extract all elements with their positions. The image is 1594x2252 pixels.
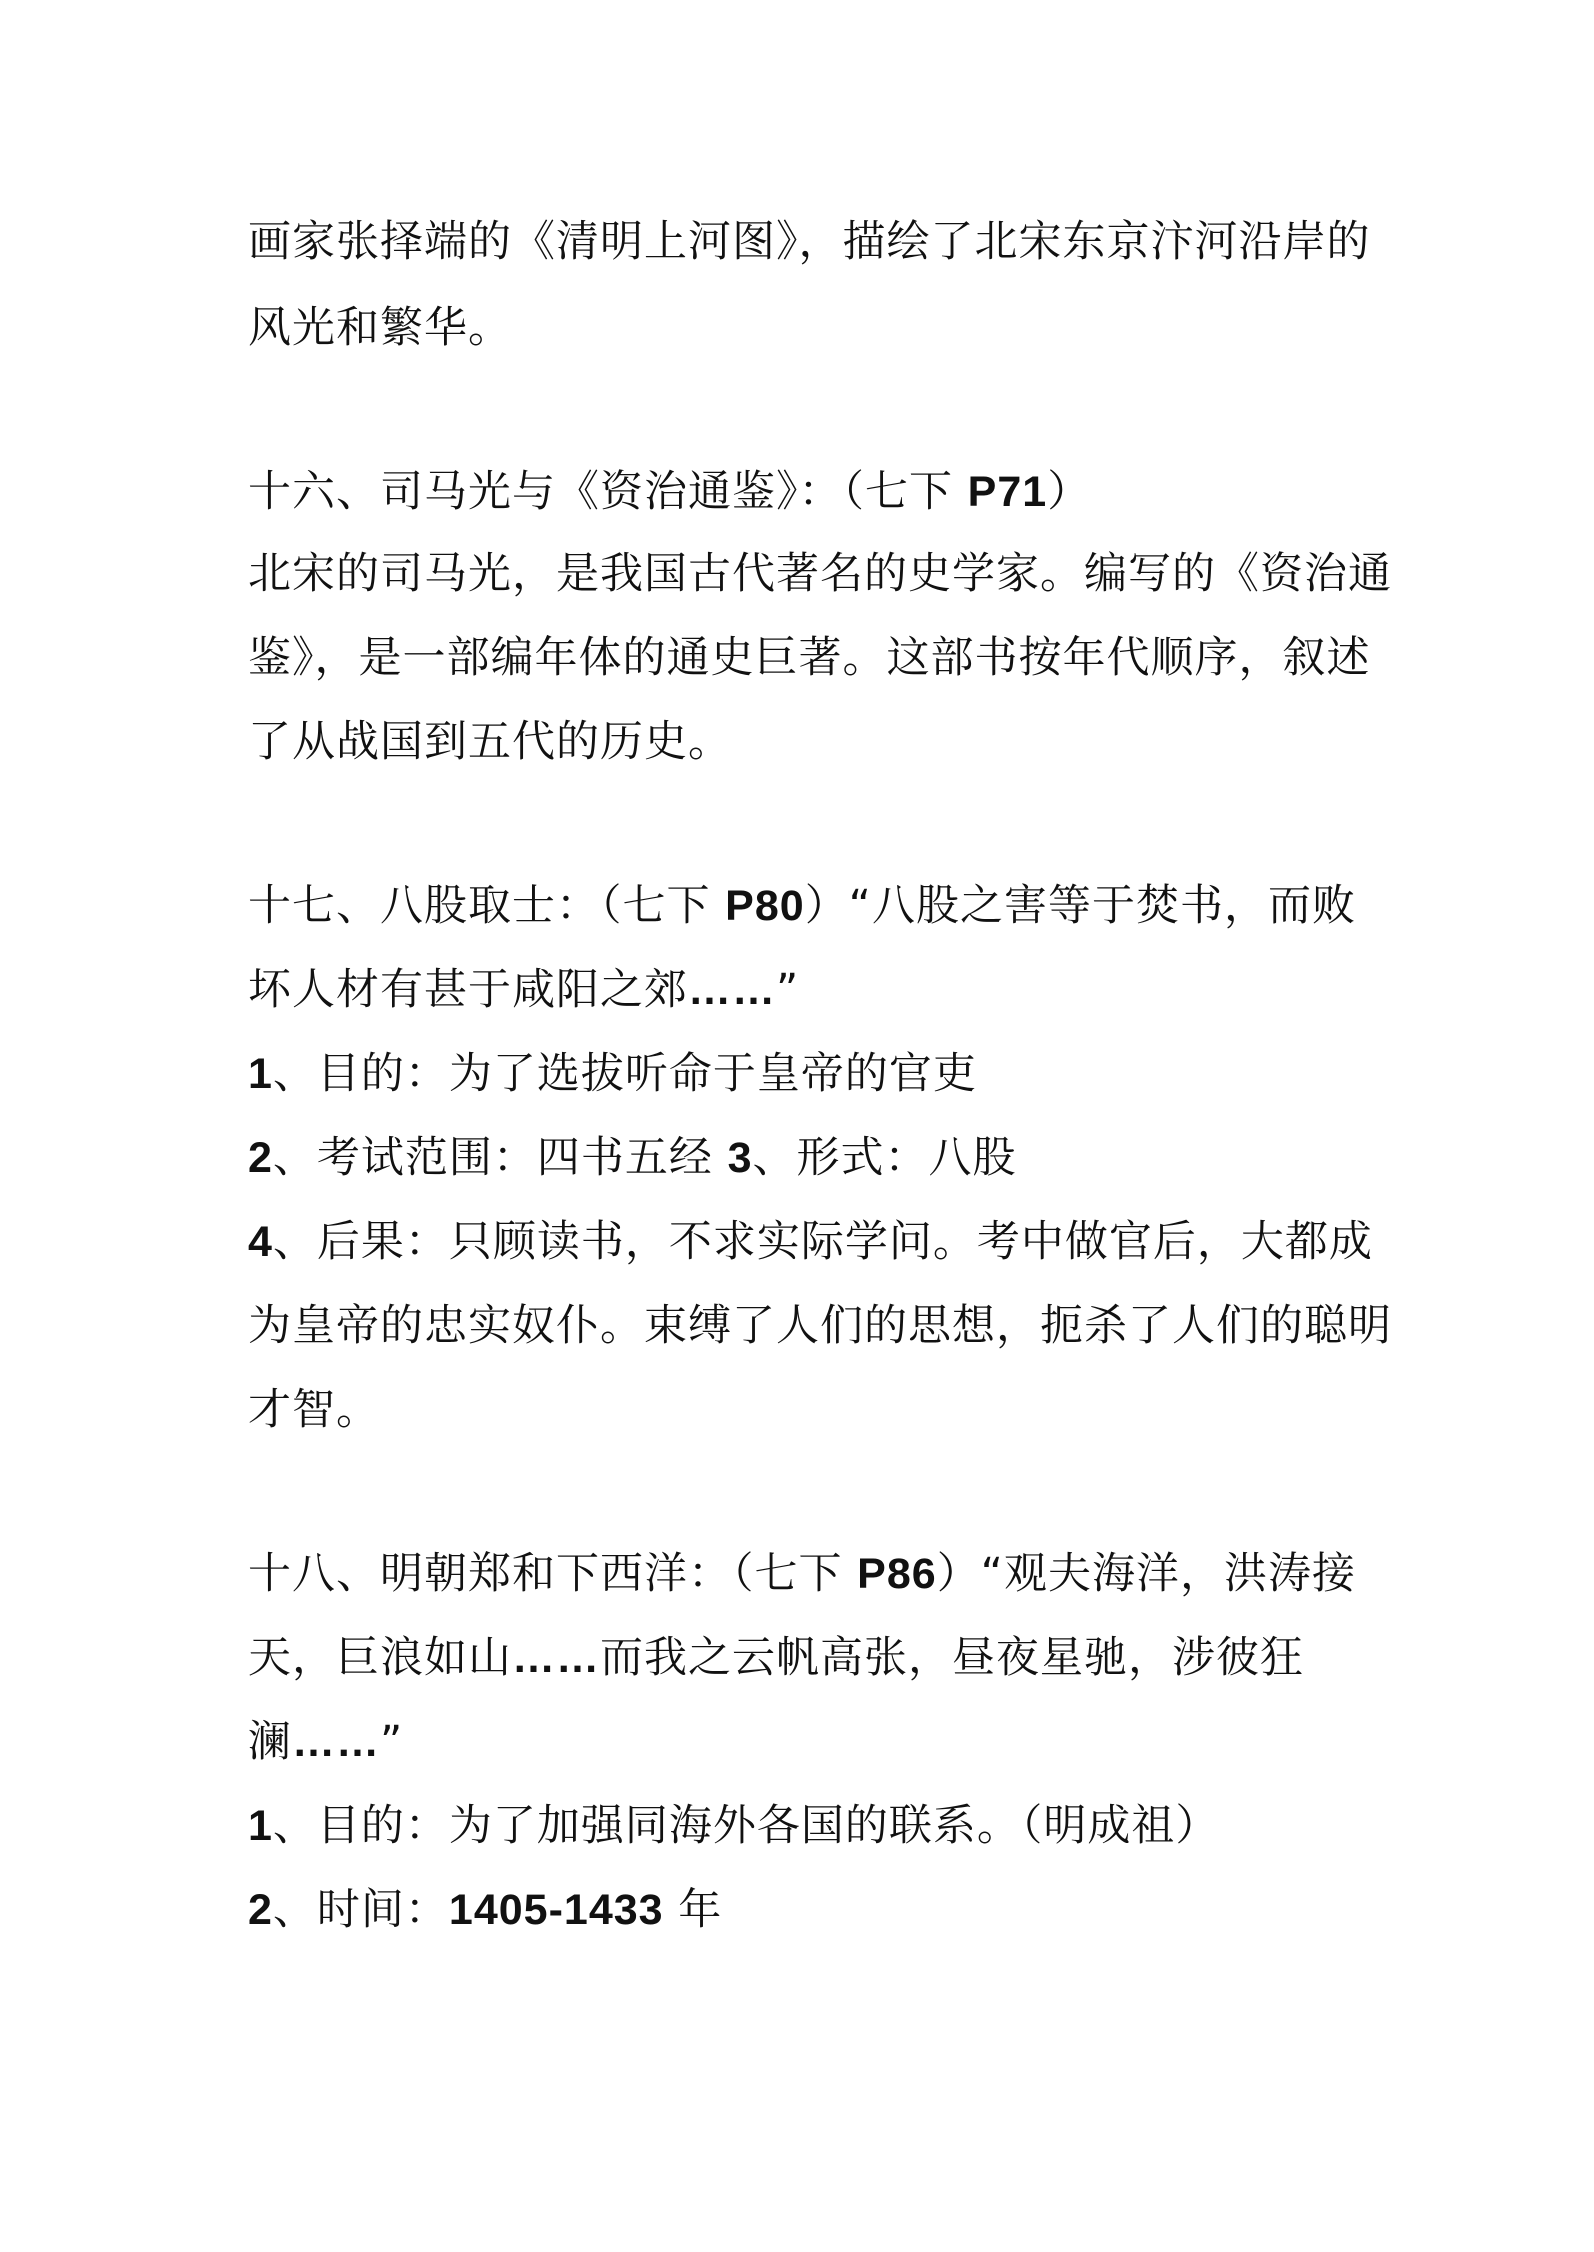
- text-line: 风光和繁华。: [248, 303, 512, 353]
- list-item: 4、后果：只顾读书，不求实际学问。考中做官后，大都成: [248, 1217, 1373, 1267]
- section-heading: 十六、司马光与《资治通鉴》：（七下 P71）: [248, 467, 1092, 517]
- list-item: 2、时间：1405-1433 年: [248, 1885, 723, 1935]
- text-line: 了从战国到五代的历史。: [248, 717, 732, 767]
- list-item: 2、考试范围：四书五经 3、形式：八股: [248, 1133, 1017, 1183]
- text-line: 澜……”: [248, 1717, 404, 1767]
- list-item: 1、目的：为了加强同海外各国的联系。（明成祖）: [248, 1801, 1220, 1851]
- text-line: 才智。: [248, 1385, 380, 1435]
- text-line: 画家张择端的《清明上河图》，描绘了北宋东京汴河沿岸的: [248, 217, 1371, 267]
- list-item: 1、目的：为了选拔听命于皇帝的官吏: [248, 1049, 977, 1099]
- text-line: 天，巨浪如山……而我之云帆高张，昼夜星驰，涉彼狂: [248, 1633, 1304, 1683]
- text-line: 为皇帝的忠实奴仆。束缚了人们的思想，扼杀了人们的聪明: [248, 1301, 1392, 1351]
- section-heading: 十八、明朝郑和下西洋：（七下 P86）“观夫海洋，洪涛接: [248, 1549, 1356, 1599]
- section-heading: 十七、八股取士：（七下 P80）“八股之害等于焚书，而败: [248, 881, 1356, 931]
- text-line: 鉴》，是一部编年体的通史巨著。这部书按年代顺序，叙述: [248, 633, 1371, 683]
- text-line: 坏人材有甚于咸阳之郊……”: [248, 965, 800, 1015]
- text-line: 北宋的司马光，是我国古代著名的史学家。编写的《资治通: [248, 549, 1392, 599]
